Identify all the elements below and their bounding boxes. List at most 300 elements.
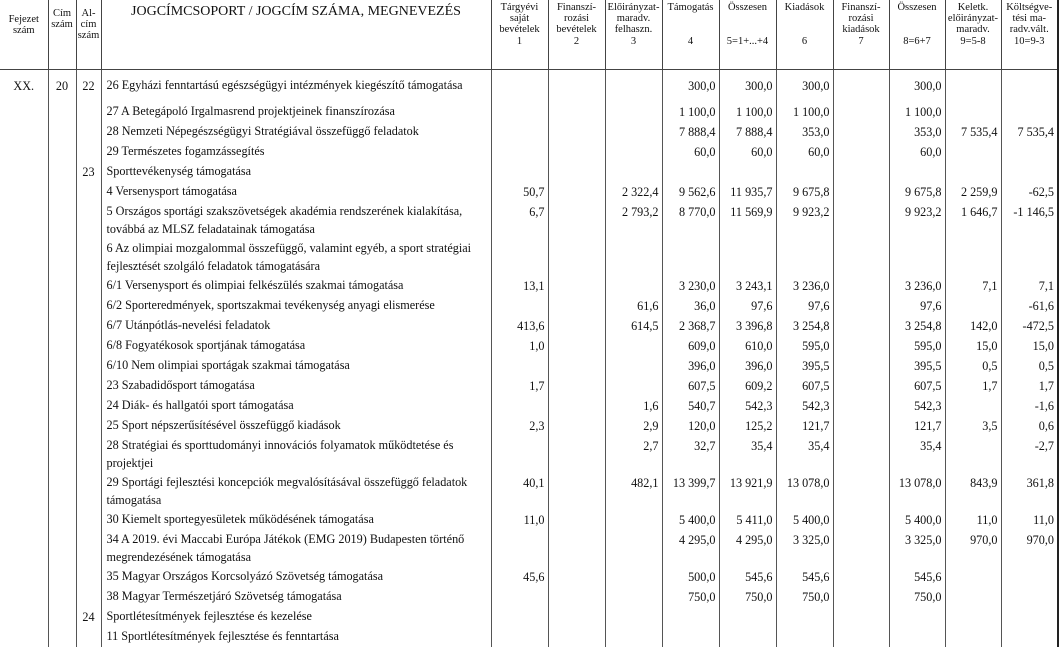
value-cell-col-7 <box>833 627 889 647</box>
table-row <box>0 356 1058 376</box>
fejezet-cell <box>0 567 48 587</box>
value-cell-col-3 <box>605 102 662 122</box>
value-cell-col-4: 120,0 <box>662 416 719 436</box>
description-cell: 11 Sportlétesítmények fejlesztése és fenntartása <box>101 627 491 647</box>
value-cell-col-5: 60,0 <box>719 142 776 162</box>
value-cell-col-3 <box>605 336 662 356</box>
value-cell-col-4: 9 562,6 <box>662 182 719 202</box>
value-cell-col-1 <box>491 436 548 473</box>
description-cell: 26 Egyházi fenntartású egészségügyi intézmények kiegészítő támogatása <box>101 76 491 96</box>
value-cell-col-6: 35,4 <box>776 436 833 473</box>
value-cell-col-10: -472,5 <box>1001 316 1058 336</box>
value-cell-col-1 <box>491 627 548 647</box>
value-cell-col-4: 4 295,0 <box>662 530 719 567</box>
value-cell-col-9: 843,9 <box>945 473 1001 510</box>
value-cell-col-6: 607,5 <box>776 376 833 396</box>
cim-cell <box>48 162 76 182</box>
value-cell-col-8: 3 325,0 <box>889 530 945 567</box>
header-description: JOGCÍMCSOPORT / JOGCÍM SZÁMA, MEGNEVEZÉS <box>101 0 491 70</box>
cim-cell <box>48 142 76 162</box>
value-cell-col-7 <box>833 276 889 296</box>
value-cell-col-9: 1 646,7 <box>945 202 1001 239</box>
alcim-cell <box>76 587 101 607</box>
value-cell-col-1: 50,7 <box>491 182 548 202</box>
value-cell-col-7 <box>833 336 889 356</box>
value-cell-col-1 <box>491 102 548 122</box>
value-cell-col-4 <box>662 627 719 647</box>
value-cell-col-9 <box>945 102 1001 122</box>
value-cell-col-6: 300,0 <box>776 76 833 96</box>
fejezet-cell <box>0 122 48 142</box>
value-cell-col-7 <box>833 162 889 182</box>
fejezet-cell <box>0 607 48 627</box>
value-cell-col-5: 4 295,0 <box>719 530 776 567</box>
value-cell-col-2 <box>548 607 605 627</box>
alcim-cell <box>76 239 101 276</box>
value-cell-col-4: 540,7 <box>662 396 719 416</box>
value-cell-col-1: 11,0 <box>491 510 548 530</box>
value-cell-col-4: 607,5 <box>662 376 719 396</box>
value-cell-col-4: 13 399,7 <box>662 473 719 510</box>
value-cell-col-2 <box>548 239 605 276</box>
table-row <box>0 396 1058 416</box>
header-col-4 <box>662 0 719 70</box>
value-cell-col-7 <box>833 316 889 336</box>
table-row <box>0 182 1058 202</box>
cim-cell <box>48 416 76 436</box>
value-cell-col-5: 125,2 <box>719 416 776 436</box>
value-cell-col-8: 750,0 <box>889 587 945 607</box>
value-cell-col-10: -2,7 <box>1001 436 1058 473</box>
table-row <box>0 336 1058 356</box>
cim-cell <box>48 627 76 647</box>
value-cell-col-3 <box>605 567 662 587</box>
value-cell-col-6: 595,0 <box>776 336 833 356</box>
alcim-cell <box>76 530 101 567</box>
value-cell-col-5: 7 888,4 <box>719 122 776 142</box>
value-cell-col-1: 45,6 <box>491 567 548 587</box>
alcim-cell <box>76 510 101 530</box>
value-cell-col-3: 2,9 <box>605 416 662 436</box>
value-cell-col-10: -1,6 <box>1001 396 1058 416</box>
header-col-number: 6 <box>801 36 808 47</box>
header-col-1 <box>491 0 548 70</box>
table-row <box>0 76 1058 96</box>
value-cell-col-8: 121,7 <box>889 416 945 436</box>
alcim-cell <box>76 122 101 142</box>
header-col-number: 8=6+7 <box>903 36 931 47</box>
value-cell-col-6: 5 400,0 <box>776 510 833 530</box>
value-cell-col-1 <box>491 296 548 316</box>
fejezet-cell <box>0 142 48 162</box>
alcim-cell: 24 <box>76 607 101 627</box>
value-cell-col-2 <box>548 276 605 296</box>
value-cell-col-10 <box>1001 162 1058 182</box>
value-cell-col-9: 1,7 <box>945 376 1001 396</box>
value-cell-col-6: 3 325,0 <box>776 530 833 567</box>
cim-cell <box>48 102 76 122</box>
value-cell-col-3 <box>605 510 662 530</box>
header-col-number: 10=9-3 <box>1014 36 1045 47</box>
value-cell-col-2 <box>548 530 605 567</box>
cim-cell <box>48 182 76 202</box>
header-col-label: Összesen <box>897 2 937 13</box>
value-cell-col-4: 5 400,0 <box>662 510 719 530</box>
value-cell-col-9 <box>945 76 1001 96</box>
cim-cell <box>48 122 76 142</box>
description-cell: 6/7 Utánpótlás-nevelési feladatok <box>101 316 491 336</box>
table-row <box>0 416 1058 436</box>
value-cell-col-9 <box>945 162 1001 182</box>
value-cell-col-2 <box>548 396 605 416</box>
cim-cell <box>48 376 76 396</box>
value-cell-col-10: 0,6 <box>1001 416 1058 436</box>
value-cell-col-7 <box>833 202 889 239</box>
description-cell: 6/2 Sporteredmények, sportszakmai tevékenység anyagi elismerése <box>101 296 491 316</box>
description-cell: 35 Magyar Országos Korcsolyázó Szövetség támogatása <box>101 567 491 587</box>
value-cell-col-4: 7 888,4 <box>662 122 719 142</box>
value-cell-col-5 <box>719 239 776 276</box>
description-cell: 6/10 Nem olimpiai sportágak szakmai támogatása <box>101 356 491 376</box>
alcim-cell <box>76 473 101 510</box>
value-cell-col-3 <box>605 122 662 142</box>
value-cell-col-9 <box>945 567 1001 587</box>
value-cell-col-1 <box>491 162 548 182</box>
value-cell-col-1: 40,1 <box>491 473 548 510</box>
fejezet-cell <box>0 276 48 296</box>
value-cell-col-3 <box>605 530 662 567</box>
header-col-number: 1 <box>516 36 523 47</box>
value-cell-col-8: 9 923,2 <box>889 202 945 239</box>
alcim-cell <box>76 627 101 647</box>
alcim-cell <box>76 102 101 122</box>
value-cell-col-8: 3 236,0 <box>889 276 945 296</box>
value-cell-col-10: 0,5 <box>1001 356 1058 376</box>
cim-cell <box>48 276 76 296</box>
fejezet-cell: XX. <box>0 76 48 96</box>
value-cell-col-1 <box>491 142 548 162</box>
value-cell-col-4 <box>662 607 719 627</box>
value-cell-col-1 <box>491 587 548 607</box>
header-col-number: 3 <box>630 36 637 47</box>
table-row <box>0 239 1058 276</box>
cim-cell <box>48 396 76 416</box>
fejezet-cell <box>0 316 48 336</box>
value-cell-col-5: 542,3 <box>719 396 776 416</box>
value-cell-col-8: 97,6 <box>889 296 945 316</box>
value-cell-col-3: 1,6 <box>605 396 662 416</box>
value-cell-col-8 <box>889 607 945 627</box>
value-cell-col-3: 61,6 <box>605 296 662 316</box>
description-cell: 5 Országos sportági szakszövetségek akadémia rendszerének kialakítása, továbbá az MLSZ feladatainak támogatása <box>101 202 491 239</box>
value-cell-col-8 <box>889 239 945 276</box>
value-cell-col-7 <box>833 396 889 416</box>
value-cell-col-5: 750,0 <box>719 587 776 607</box>
cim-cell <box>48 567 76 587</box>
value-cell-col-3: 614,5 <box>605 316 662 336</box>
value-cell-col-7 <box>833 436 889 473</box>
value-cell-col-6: 542,3 <box>776 396 833 416</box>
value-cell-col-7 <box>833 567 889 587</box>
value-cell-col-5: 5 411,0 <box>719 510 776 530</box>
value-cell-col-2 <box>548 473 605 510</box>
value-cell-col-9 <box>945 239 1001 276</box>
table-row <box>0 607 1058 627</box>
table-row <box>0 567 1058 587</box>
value-cell-col-3 <box>605 239 662 276</box>
value-cell-col-5: 97,6 <box>719 296 776 316</box>
value-cell-col-7 <box>833 76 889 96</box>
value-cell-col-1: 6,7 <box>491 202 548 239</box>
value-cell-col-7 <box>833 473 889 510</box>
header-col-label: Támogatás <box>667 2 714 13</box>
header-col-number: 2 <box>573 36 580 47</box>
value-cell-col-5: 396,0 <box>719 356 776 376</box>
value-cell-col-2 <box>548 162 605 182</box>
value-cell-col-1 <box>491 530 548 567</box>
value-cell-col-4 <box>662 162 719 182</box>
value-cell-col-6: 60,0 <box>776 142 833 162</box>
alcim-cell <box>76 356 101 376</box>
value-cell-col-3 <box>605 76 662 96</box>
value-cell-col-10 <box>1001 567 1058 587</box>
table-row <box>0 276 1058 296</box>
value-cell-col-9: 142,0 <box>945 316 1001 336</box>
header-col-2 <box>548 0 605 70</box>
cim-cell <box>48 296 76 316</box>
table-body <box>0 70 1058 647</box>
fejezet-cell <box>0 239 48 276</box>
value-cell-col-3 <box>605 376 662 396</box>
value-cell-col-8 <box>889 627 945 647</box>
description-cell: 30 Kiemelt sportegyesületek működésének támogatása <box>101 510 491 530</box>
value-cell-col-1: 413,6 <box>491 316 548 336</box>
header-col-label: Költségve- tési ma- radv.vált. <box>1006 2 1053 35</box>
alcim-cell <box>76 182 101 202</box>
value-cell-col-6: 9 675,8 <box>776 182 833 202</box>
fejezet-cell <box>0 102 48 122</box>
header-col-number: 4 <box>687 36 694 47</box>
alcim-cell <box>76 142 101 162</box>
alcim-cell <box>76 316 101 336</box>
value-cell-col-8: 5 400,0 <box>889 510 945 530</box>
table-row <box>0 587 1058 607</box>
value-cell-col-9: 3,5 <box>945 416 1001 436</box>
value-cell-col-10: 7 535,4 <box>1001 122 1058 142</box>
value-cell-col-3 <box>605 142 662 162</box>
value-cell-col-1 <box>491 76 548 96</box>
header-col-8 <box>889 0 945 70</box>
value-cell-col-4: 32,7 <box>662 436 719 473</box>
value-cell-col-4: 500,0 <box>662 567 719 587</box>
value-cell-col-2 <box>548 356 605 376</box>
value-cell-col-5: 609,2 <box>719 376 776 396</box>
value-cell-col-6: 1 100,0 <box>776 102 833 122</box>
cim-cell <box>48 530 76 567</box>
value-cell-col-4: 300,0 <box>662 76 719 96</box>
fejezet-cell <box>0 376 48 396</box>
header-alcim: Al- cím szám <box>76 0 101 70</box>
header-col-7 <box>833 0 889 70</box>
value-cell-col-10 <box>1001 627 1058 647</box>
value-cell-col-2 <box>548 567 605 587</box>
value-cell-col-9: 7,1 <box>945 276 1001 296</box>
description-cell: 28 Stratégiai és sporttudományi innovációs folyamatok működtetése és projektjei <box>101 436 491 473</box>
cim-cell <box>48 316 76 336</box>
value-cell-col-7 <box>833 376 889 396</box>
value-cell-col-9 <box>945 587 1001 607</box>
value-cell-col-1 <box>491 356 548 376</box>
value-cell-col-9 <box>945 396 1001 416</box>
value-cell-col-4: 8 770,0 <box>662 202 719 239</box>
value-cell-col-6 <box>776 627 833 647</box>
value-cell-col-10 <box>1001 142 1058 162</box>
value-cell-col-8: 60,0 <box>889 142 945 162</box>
value-cell-col-10 <box>1001 76 1058 96</box>
cim-cell <box>48 587 76 607</box>
cim-cell <box>48 510 76 530</box>
header-col-label: Keletk. előirányzat- maradv. <box>947 2 999 35</box>
value-cell-col-4: 750,0 <box>662 587 719 607</box>
table-row <box>0 530 1058 567</box>
value-cell-col-3 <box>605 162 662 182</box>
value-cell-col-2 <box>548 182 605 202</box>
value-cell-col-2 <box>548 316 605 336</box>
value-cell-col-2 <box>548 436 605 473</box>
header-col-label: Finanszí- rozási bevételek <box>556 2 597 35</box>
description-cell: 28 Nemzeti Népegészségügyi Stratégiával összefüggő feladatok <box>101 122 491 142</box>
fejezet-cell <box>0 510 48 530</box>
value-cell-col-10: -1 146,5 <box>1001 202 1058 239</box>
fejezet-cell <box>0 627 48 647</box>
value-cell-col-9 <box>945 142 1001 162</box>
value-cell-col-8: 9 675,8 <box>889 182 945 202</box>
value-cell-col-9: 11,0 <box>945 510 1001 530</box>
value-cell-col-3 <box>605 627 662 647</box>
value-cell-col-9: 7 535,4 <box>945 122 1001 142</box>
value-cell-col-8: 545,6 <box>889 567 945 587</box>
value-cell-col-6: 545,6 <box>776 567 833 587</box>
value-cell-col-4: 60,0 <box>662 142 719 162</box>
value-cell-col-3 <box>605 587 662 607</box>
value-cell-col-10: 1,7 <box>1001 376 1058 396</box>
value-cell-col-5: 3 396,8 <box>719 316 776 336</box>
header-col-label: Összesen <box>727 2 768 13</box>
description-cell: 24 Diák- és hallgatói sport támogatása <box>101 396 491 416</box>
description-cell: 34 A 2019. évi Maccabi Európa Játékok (EMG 2019) Budapesten történő megrendezésének támogatása <box>101 530 491 567</box>
value-cell-col-8: 35,4 <box>889 436 945 473</box>
value-cell-col-10: -62,5 <box>1001 182 1058 202</box>
header-col-label: Finanszí- rozási kiadások <box>841 2 881 35</box>
table-row <box>0 473 1058 510</box>
value-cell-col-8: 1 100,0 <box>889 102 945 122</box>
fejezet-cell <box>0 296 48 316</box>
alcim-cell <box>76 336 101 356</box>
value-cell-col-7 <box>833 142 889 162</box>
value-cell-col-5: 300,0 <box>719 76 776 96</box>
value-cell-col-8: 300,0 <box>889 76 945 96</box>
value-cell-col-4: 396,0 <box>662 356 719 376</box>
value-cell-col-9 <box>945 296 1001 316</box>
value-cell-col-1 <box>491 239 548 276</box>
value-cell-col-6: 3 236,0 <box>776 276 833 296</box>
table-row <box>0 102 1058 122</box>
alcim-cell <box>76 436 101 473</box>
value-cell-col-9: 15,0 <box>945 336 1001 356</box>
cim-cell: 20 <box>48 76 76 96</box>
value-cell-col-6: 121,7 <box>776 416 833 436</box>
value-cell-col-9 <box>945 627 1001 647</box>
value-cell-col-8: 395,5 <box>889 356 945 376</box>
value-cell-col-2 <box>548 142 605 162</box>
value-cell-col-4: 609,0 <box>662 336 719 356</box>
header-col-label: Kiadások <box>784 2 825 13</box>
header-col-10 <box>1001 0 1058 70</box>
value-cell-col-7 <box>833 530 889 567</box>
value-cell-col-6 <box>776 239 833 276</box>
value-cell-col-10: 970,0 <box>1001 530 1058 567</box>
value-cell-col-10: 15,0 <box>1001 336 1058 356</box>
fejezet-cell <box>0 336 48 356</box>
table-row <box>0 142 1058 162</box>
value-cell-col-3: 2,7 <box>605 436 662 473</box>
value-cell-col-8: 3 254,8 <box>889 316 945 336</box>
value-cell-col-8: 595,0 <box>889 336 945 356</box>
value-cell-col-7 <box>833 356 889 376</box>
value-cell-col-7 <box>833 102 889 122</box>
value-cell-col-7 <box>833 239 889 276</box>
fejezet-cell <box>0 436 48 473</box>
fejezet-cell <box>0 473 48 510</box>
value-cell-col-10: 11,0 <box>1001 510 1058 530</box>
value-cell-col-7 <box>833 607 889 627</box>
table-row <box>0 316 1058 336</box>
value-cell-col-10: -61,6 <box>1001 296 1058 316</box>
value-cell-col-7 <box>833 182 889 202</box>
fejezet-cell <box>0 202 48 239</box>
value-cell-col-1: 13,1 <box>491 276 548 296</box>
value-cell-col-5: 3 243,1 <box>719 276 776 296</box>
table-row <box>0 376 1058 396</box>
value-cell-col-7 <box>833 122 889 142</box>
description-cell: 29 Sportági fejlesztési koncepciók megvalósításával összefüggő feladatok támogatása <box>101 473 491 510</box>
value-cell-col-4: 1 100,0 <box>662 102 719 122</box>
value-cell-col-2 <box>548 102 605 122</box>
value-cell-col-1: 1,0 <box>491 336 548 356</box>
value-cell-col-10 <box>1001 587 1058 607</box>
header-col-number: 7 <box>858 36 864 47</box>
alcim-cell <box>76 416 101 436</box>
value-cell-col-7 <box>833 296 889 316</box>
value-cell-col-8: 353,0 <box>889 122 945 142</box>
description-cell: 6 Az olimpiai mozgalommal összefüggő, valamint egyéb, a sport stratégiai fejlesztését szolgáló feladatok támogatására <box>101 239 491 276</box>
value-cell-col-2 <box>548 376 605 396</box>
value-cell-col-10 <box>1001 239 1058 276</box>
alcim-cell <box>76 567 101 587</box>
value-cell-col-2 <box>548 627 605 647</box>
value-cell-col-5: 11 935,7 <box>719 182 776 202</box>
value-cell-col-3: 2 322,4 <box>605 182 662 202</box>
table-row <box>0 627 1058 647</box>
value-cell-col-9: 0,5 <box>945 356 1001 376</box>
value-cell-col-9: 2 259,9 <box>945 182 1001 202</box>
alcim-cell <box>76 276 101 296</box>
value-cell-col-4: 2 368,7 <box>662 316 719 336</box>
fejezet-cell <box>0 396 48 416</box>
table-header <box>0 0 1058 70</box>
value-cell-col-7 <box>833 416 889 436</box>
table-row <box>0 436 1058 473</box>
